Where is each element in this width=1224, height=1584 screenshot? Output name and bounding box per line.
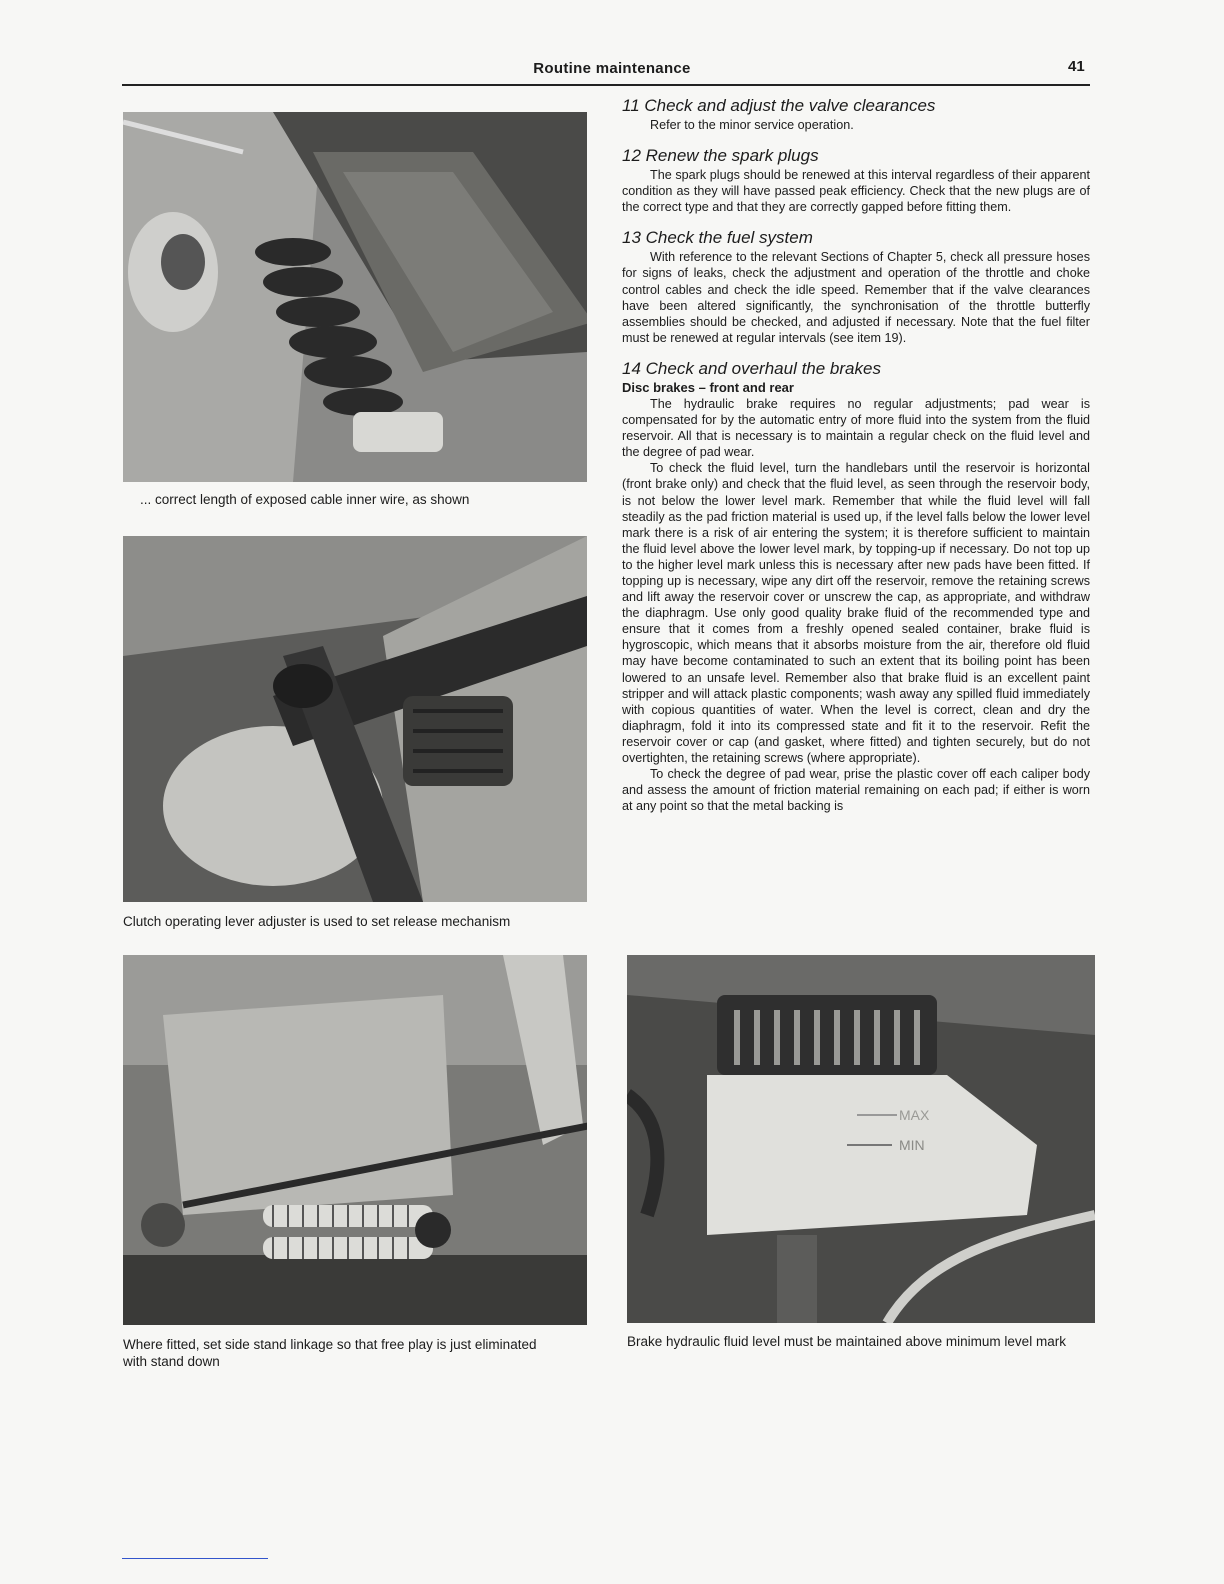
paragraph: Refer to the minor service operation. bbox=[650, 118, 854, 132]
section-heading: 14 Check and overhaul the brakes bbox=[622, 358, 881, 378]
paragraph: The spark plugs should be renewed at this interval regardless of their apparent condition as they will have passed peak efficiency. Check that the new plugs are of the correct type and that they are correctly gapped before fitting them. bbox=[622, 168, 1090, 215]
photo-brake-fluid-reservoir bbox=[627, 955, 1095, 1323]
page-number: 41 bbox=[1068, 58, 1085, 75]
photo-clutch-lever-adjuster bbox=[123, 536, 587, 902]
paragraph: To check the degree of pad wear, prise the plastic cover off each caliper body and assess the amount of friction material remaining on each pad; if either is worn at any point so that the metal backing is bbox=[622, 767, 1090, 814]
section-spark-plugs bbox=[622, 146, 1090, 215]
photo-caption: ... correct length of exposed cable inner wire, as shown bbox=[140, 492, 470, 507]
paragraph: To check the fluid level, turn the handlebars until the reservoir is horizontal (front brake only) and check that the fluid level, as seen through the reservoir body, is not below the lower level mark. Remember that while the fluid level will fall steadily as the pad friction material is used up, if the level falls below the lower level mark there is a risk of air entering the system; it is therefore sufficient to maintain the fluid level above the lower level mark, by topping-up if necessary. Do not top up to the higher level mark unless this is necessary after new pads have been fitted. If topping up is necessary, wipe any dirt off the reservoir, remove the retaining screws and lift away the reservoir cover or unscrew the cap, as appropriate, and withdraw the diaphragm. Use only good quality brake fluid of the recommended type and ensure that it comes from a freshly opened sealed container, brake fluid is hygroscopic, which means that it absorbs moisture from the air, therefore old fluid may have become contaminated to such an extent that its boiling point has been lowered to an unsafe level. Remember also that brake fluid is an excellent paint stripper and will attack plastic components; wash away any spilled fluid immediately with copious quantities of water. When the level is correct, clean and dry the diaphragm, fold it into its compressed state and fit it to the reservoir. Refit the reservoir cover or cap (and gasket, where fitted) and tighten securely, but do not overtighten, the retaining screws (where appropriate). bbox=[622, 461, 1090, 765]
paragraph: With reference to the relevant Sections of Chapter 5, check all pressure hoses for signs of leaks, check the adjustment and operation of the throttle and choke control cables and check the idle speed. Remember that if the valve clearances have been altered significantly, the synchronisation of the throttle butterfly assemblies should be checked, and adjusted if necessary. Note that the fuel filter must be renewed at regular intervals (see item 19). bbox=[622, 250, 1090, 345]
section-heading: 11 Check and adjust the valve clearances bbox=[622, 96, 936, 115]
text-column bbox=[622, 96, 1090, 827]
photo-cable-adjuster bbox=[123, 112, 587, 482]
reservoir-max-mark: MAX bbox=[899, 1107, 930, 1123]
footer-rule bbox=[122, 1558, 268, 1559]
subsection-heading: Disc brakes – front and rear bbox=[622, 379, 794, 395]
paragraph: The hydraulic brake requires no regular adjustments; pad wear is compensated for by the automatic entry of more fluid into the system from the fluid reservoir. All that is necessary is to maintain a regular check on the fluid level and the degree of pad wear. bbox=[622, 396, 1090, 460]
section-brakes bbox=[622, 359, 1090, 814]
section-fuel-system bbox=[622, 228, 1090, 346]
header-rule bbox=[122, 84, 1090, 86]
photo-caption: Where fitted, set side stand linkage so that free play is just eliminated with stand down bbox=[123, 1337, 537, 1369]
reservoir-min-mark: MIN bbox=[899, 1137, 925, 1153]
running-header-title: Routine maintenance bbox=[533, 60, 691, 77]
section-heading: 12 Renew the spark plugs bbox=[622, 146, 819, 166]
section-valve-clearances bbox=[622, 96, 1090, 133]
photo-caption: Clutch operating lever adjuster is used to set release mechanism bbox=[123, 914, 511, 929]
section-heading: 13 Check the fuel system bbox=[622, 228, 813, 248]
photo-caption: Brake hydraulic fluid level must be maintained above minimum level mark bbox=[627, 1334, 1066, 1349]
photo-side-stand-linkage bbox=[123, 955, 587, 1325]
